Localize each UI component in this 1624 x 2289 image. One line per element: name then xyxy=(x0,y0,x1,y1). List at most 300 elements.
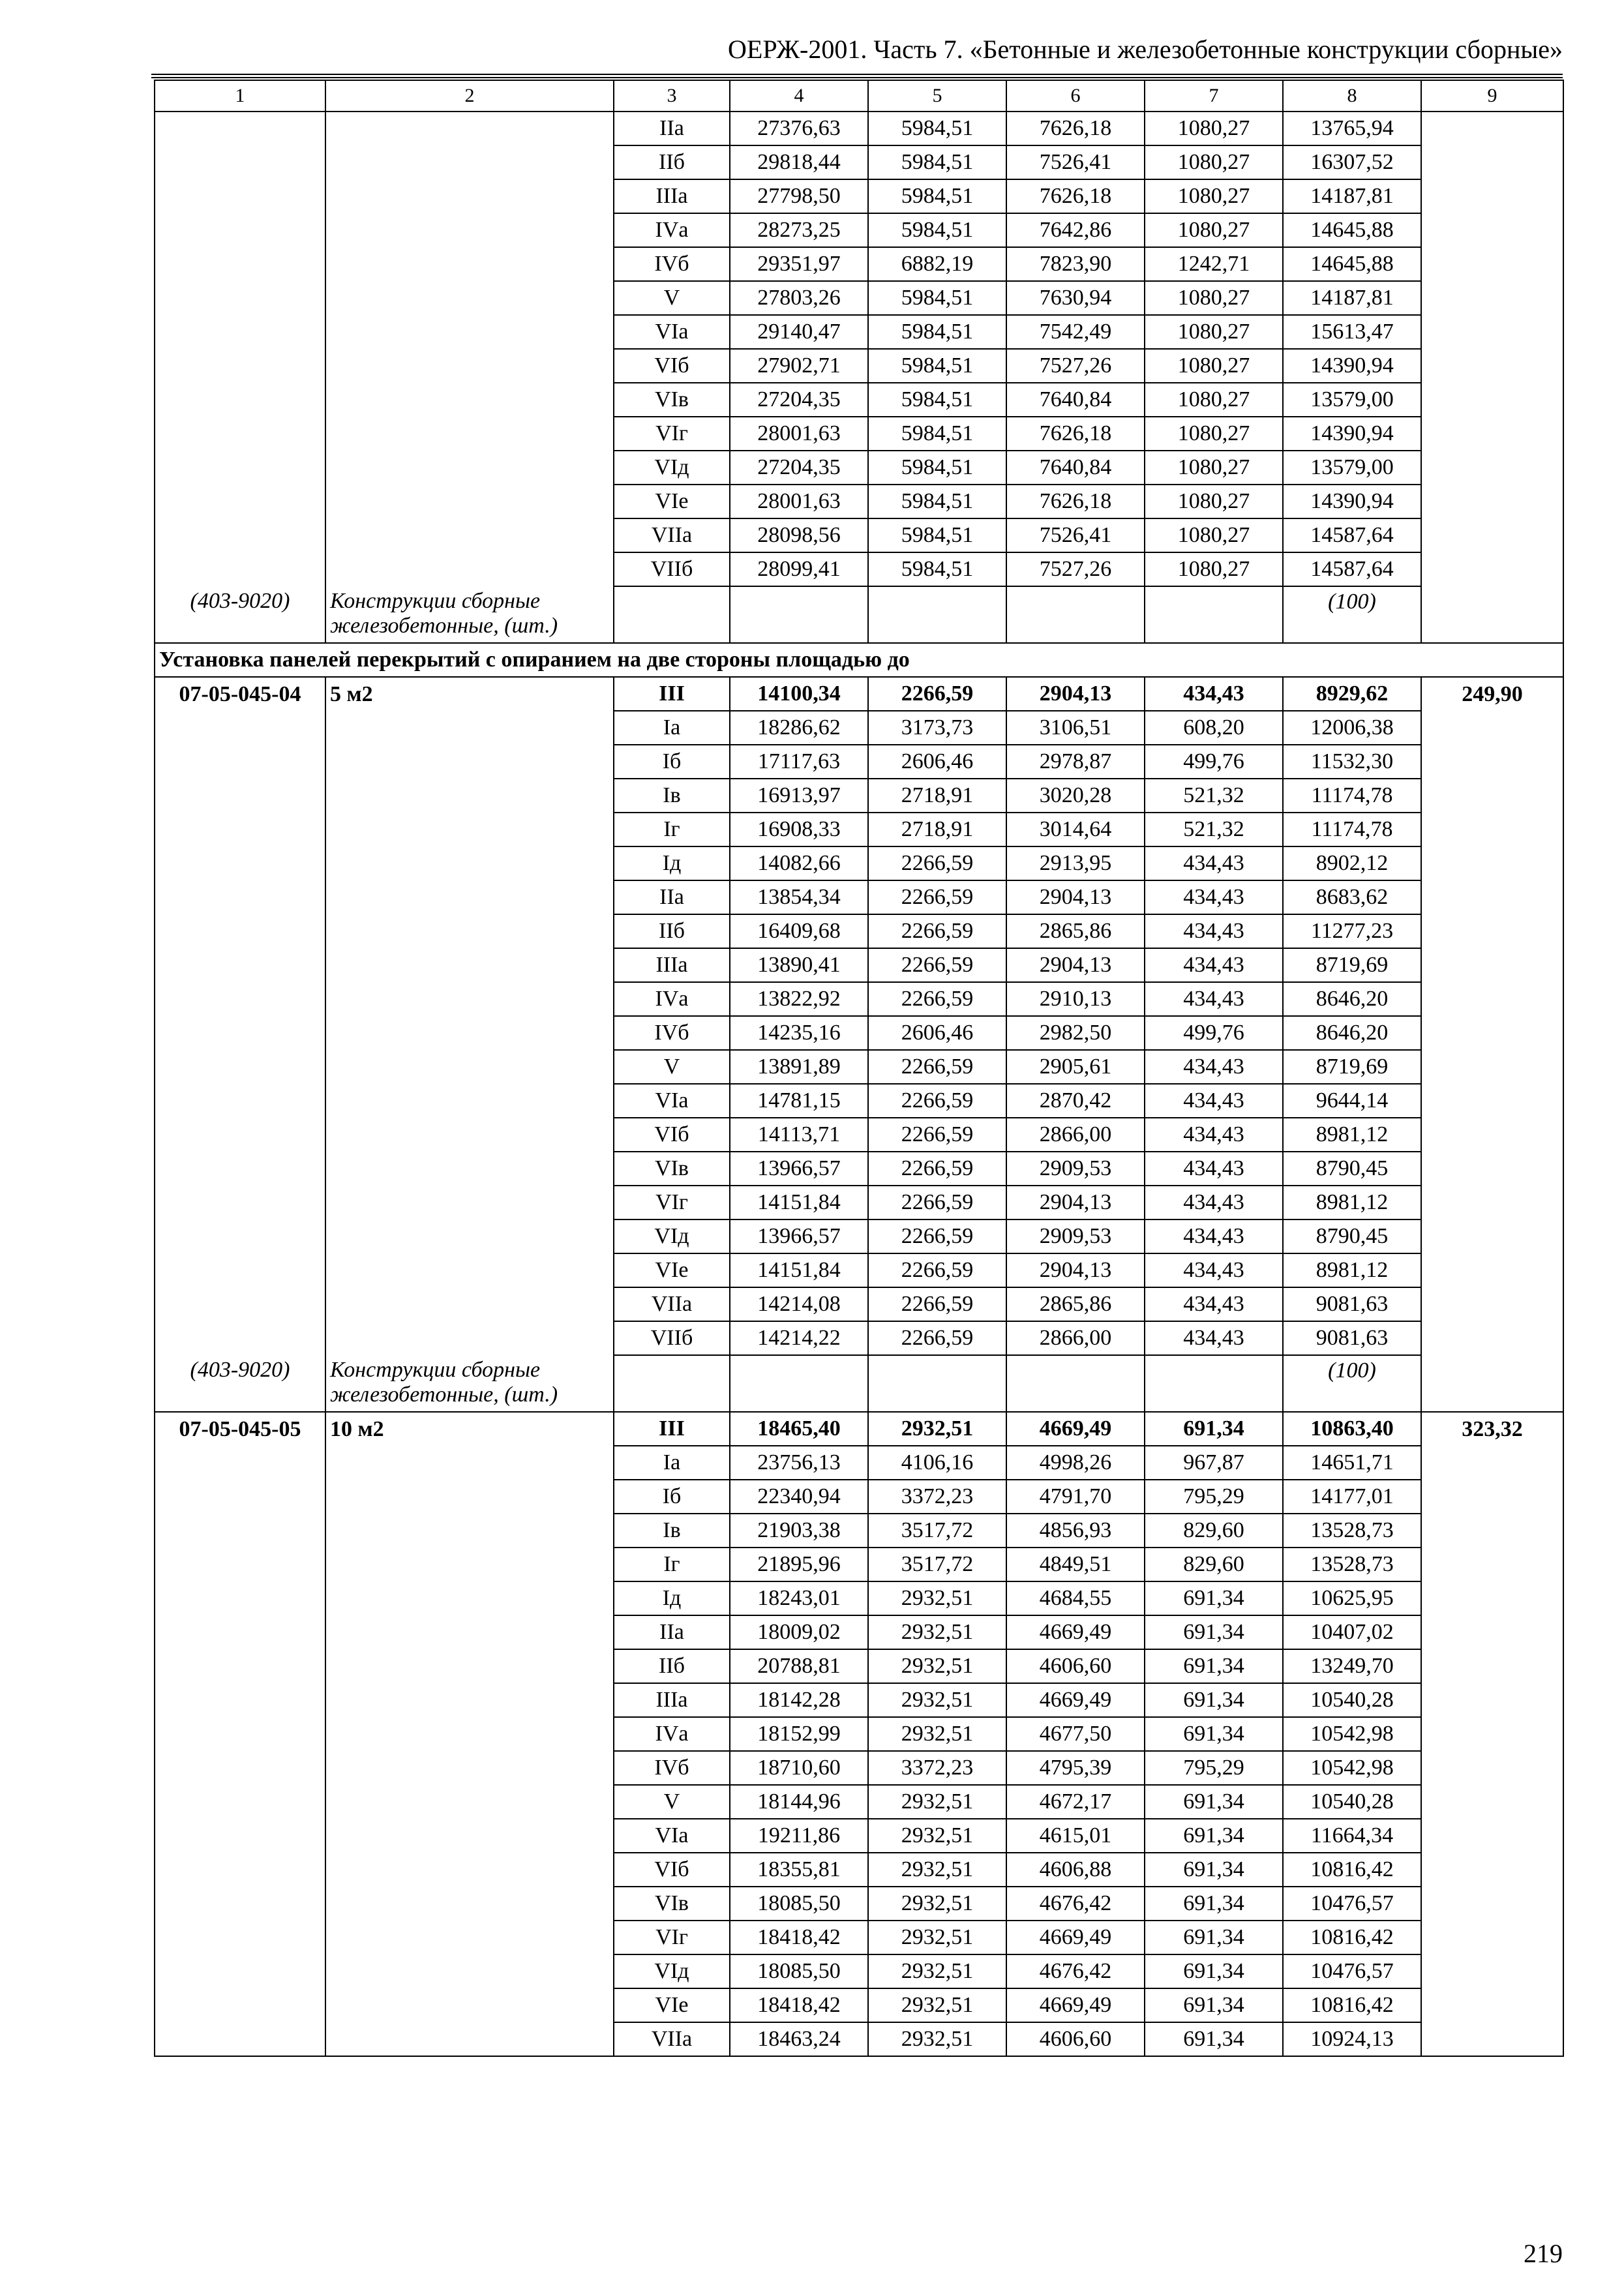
table-cell: 829,60 xyxy=(1145,1514,1283,1548)
measure-unit xyxy=(325,1751,614,1785)
labor-cost xyxy=(1421,213,1563,247)
labor-cost xyxy=(1421,948,1563,982)
table-cell: VIIб xyxy=(614,552,730,586)
table-cell: 29140,47 xyxy=(730,315,868,349)
table-cell: 4106,16 xyxy=(868,1446,1006,1480)
table-row xyxy=(155,779,1563,813)
table-cell: 7823,90 xyxy=(1006,247,1145,281)
table-cell: 4669,49 xyxy=(1006,1412,1145,1446)
table-cell: 7640,84 xyxy=(1006,451,1145,485)
table-cell: 2266,59 xyxy=(868,1287,1006,1321)
table-row xyxy=(155,1050,1563,1084)
table-cell: 14113,71 xyxy=(730,1118,868,1152)
measure-unit xyxy=(325,1683,614,1717)
rate-code xyxy=(155,1016,325,1050)
table-row xyxy=(155,1988,1563,2022)
table-row xyxy=(155,1853,1563,1887)
rate-code xyxy=(155,417,325,451)
table-cell: VIг xyxy=(614,1186,730,1219)
rate-code xyxy=(155,813,325,846)
table-cell: 13822,92 xyxy=(730,982,868,1016)
table-cell: 4684,55 xyxy=(1006,1581,1145,1615)
measure-unit xyxy=(325,948,614,982)
table-cell: 7642,86 xyxy=(1006,213,1145,247)
empty-cell xyxy=(1006,1355,1145,1412)
table-cell: 21903,38 xyxy=(730,1514,868,1548)
measure-unit xyxy=(325,1321,614,1355)
table-cell: 2904,13 xyxy=(1006,1253,1145,1287)
table-cell: 14587,64 xyxy=(1283,518,1421,552)
empty-cell xyxy=(1145,1355,1283,1412)
measure-unit xyxy=(325,1649,614,1683)
table-cell: 18142,28 xyxy=(730,1683,868,1717)
measure-unit xyxy=(325,349,614,383)
table-cell: 10924,13 xyxy=(1283,2022,1421,2056)
table-cell: 2266,59 xyxy=(868,914,1006,948)
table-cell: IVа xyxy=(614,213,730,247)
labor-cost: 323,32 xyxy=(1421,1412,1563,1446)
table-cell: 8790,45 xyxy=(1283,1152,1421,1186)
table-cell: 7626,18 xyxy=(1006,179,1145,213)
material-quantity: (100) xyxy=(1283,1355,1421,1412)
rate-code xyxy=(155,1480,325,1514)
table-cell: 14082,66 xyxy=(730,846,868,880)
table-cell: 28099,41 xyxy=(730,552,868,586)
table-cell: 691,34 xyxy=(1145,1683,1283,1717)
table-cell: 1080,27 xyxy=(1145,417,1283,451)
table-cell: 17117,63 xyxy=(730,745,868,779)
page-number: 219 xyxy=(1524,2239,1563,2268)
measure-unit xyxy=(325,711,614,745)
table-row xyxy=(155,1321,1563,1355)
table-cell: 434,43 xyxy=(1145,1118,1283,1152)
measure-unit xyxy=(325,417,614,451)
table-row xyxy=(155,1717,1563,1751)
table-cell: 499,76 xyxy=(1145,1016,1283,1050)
table-cell: 10542,98 xyxy=(1283,1717,1421,1751)
measure-unit xyxy=(325,1921,614,1954)
table-cell: Iд xyxy=(614,1581,730,1615)
rate-code xyxy=(155,383,325,417)
table-cell: 29818,44 xyxy=(730,145,868,179)
table-cell: 11664,34 xyxy=(1283,1819,1421,1853)
table-cell: IVб xyxy=(614,247,730,281)
labor-cost xyxy=(1421,1253,1563,1287)
table-cell: 691,34 xyxy=(1145,1581,1283,1615)
table-cell: 19211,86 xyxy=(730,1819,868,1853)
table-cell: 14151,84 xyxy=(730,1253,868,1287)
table-cell: 8719,69 xyxy=(1283,948,1421,982)
labor-cost xyxy=(1421,914,1563,948)
table-cell: 10476,57 xyxy=(1283,1887,1421,1921)
empty-cell xyxy=(868,586,1006,643)
table-cell: 2909,53 xyxy=(1006,1219,1145,1253)
table-cell: III xyxy=(614,1412,730,1446)
table-cell: 2932,51 xyxy=(868,1412,1006,1446)
table-cell: 1080,27 xyxy=(1145,349,1283,383)
table-row xyxy=(155,417,1563,451)
labor-cost xyxy=(1421,179,1563,213)
table-cell: 14214,08 xyxy=(730,1287,868,1321)
table-row xyxy=(155,518,1563,552)
labor-cost xyxy=(1421,315,1563,349)
table-cell: 13528,73 xyxy=(1283,1548,1421,1581)
table-cell: 4791,70 xyxy=(1006,1480,1145,1514)
table-cell: 18418,42 xyxy=(730,1921,868,1954)
table-cell: 5984,51 xyxy=(868,417,1006,451)
table-cell: IIIа xyxy=(614,948,730,982)
table-row xyxy=(155,1253,1563,1287)
table-cell: 5984,51 xyxy=(868,213,1006,247)
column-number: 9 xyxy=(1421,80,1563,112)
labor-cost xyxy=(1421,813,1563,846)
table-cell: 2932,51 xyxy=(868,1988,1006,2022)
table-cell: 11174,78 xyxy=(1283,813,1421,846)
table-cell: 18418,42 xyxy=(730,1988,868,2022)
table-row xyxy=(155,112,1563,145)
table-row xyxy=(155,383,1563,417)
rate-code xyxy=(155,213,325,247)
table-cell: VIIа xyxy=(614,518,730,552)
table-cell: 5984,51 xyxy=(868,315,1006,349)
table-cell: 14151,84 xyxy=(730,1186,868,1219)
table-cell: 18152,99 xyxy=(730,1717,868,1751)
table-cell: 13966,57 xyxy=(730,1219,868,1253)
rate-code xyxy=(155,518,325,552)
table-row xyxy=(155,349,1563,383)
table-cell: 2932,51 xyxy=(868,1717,1006,1751)
material-name: Конструкции сборные железобетонные, (шт.) xyxy=(325,1355,614,1412)
rate-code xyxy=(155,1615,325,1649)
table-cell: 16409,68 xyxy=(730,914,868,948)
price-table xyxy=(154,80,1564,2057)
table-cell: 5984,51 xyxy=(868,552,1006,586)
empty-cell xyxy=(868,1355,1006,1412)
table-cell: 8646,20 xyxy=(1283,1016,1421,1050)
table-cell: V xyxy=(614,1785,730,1819)
measure-unit xyxy=(325,1050,614,1084)
rate-code xyxy=(155,745,325,779)
table-cell: 2266,59 xyxy=(868,948,1006,982)
measure-unit xyxy=(325,1514,614,1548)
table-cell: 10816,42 xyxy=(1283,1988,1421,2022)
table-cell: 9081,63 xyxy=(1283,1321,1421,1355)
table-cell: 3517,72 xyxy=(868,1548,1006,1581)
measure-unit xyxy=(325,383,614,417)
table-cell: 8790,45 xyxy=(1283,1219,1421,1253)
labor-cost xyxy=(1421,1581,1563,1615)
table-cell: 5984,51 xyxy=(868,145,1006,179)
labor-cost xyxy=(1421,1683,1563,1717)
table-row xyxy=(155,1954,1563,1988)
table-row xyxy=(155,914,1563,948)
table-row xyxy=(155,2022,1563,2056)
table-cell: 18355,81 xyxy=(730,1853,868,1887)
labor-cost xyxy=(1421,247,1563,281)
table-cell: 608,20 xyxy=(1145,711,1283,745)
measure-unit xyxy=(325,552,614,586)
table-cell: 2932,51 xyxy=(868,1649,1006,1683)
table-cell: V xyxy=(614,281,730,315)
measure-unit xyxy=(325,179,614,213)
table-cell: 14390,94 xyxy=(1283,417,1421,451)
column-number: 3 xyxy=(614,80,730,112)
table-cell: 8981,12 xyxy=(1283,1186,1421,1219)
labor-cost xyxy=(1421,1084,1563,1118)
table-cell: 7526,41 xyxy=(1006,145,1145,179)
table-cell: 829,60 xyxy=(1145,1548,1283,1581)
rate-code xyxy=(155,485,325,518)
table-cell: 28098,56 xyxy=(730,518,868,552)
table-cell: 8981,12 xyxy=(1283,1118,1421,1152)
table-cell: 7626,18 xyxy=(1006,112,1145,145)
table-cell: VIв xyxy=(614,1152,730,1186)
table-cell: 2932,51 xyxy=(868,1785,1006,1819)
table-cell: 5984,51 xyxy=(868,112,1006,145)
table-cell: 434,43 xyxy=(1145,880,1283,914)
table-cell: 2909,53 xyxy=(1006,1152,1145,1186)
table-row xyxy=(155,1287,1563,1321)
empty-cell xyxy=(1145,586,1283,643)
table-cell: 15613,47 xyxy=(1283,315,1421,349)
table-cell: 7640,84 xyxy=(1006,383,1145,417)
measure-unit xyxy=(325,846,614,880)
table-cell: 4669,49 xyxy=(1006,1683,1145,1717)
table-cell: 521,32 xyxy=(1145,779,1283,813)
labor-cost xyxy=(1421,1321,1563,1355)
table-cell: 4998,26 xyxy=(1006,1446,1145,1480)
table-row xyxy=(155,1785,1563,1819)
table-cell: 2932,51 xyxy=(868,1853,1006,1887)
table-cell: 691,34 xyxy=(1145,2022,1283,2056)
table-cell: 3372,23 xyxy=(868,1480,1006,1514)
table-cell: 1080,27 xyxy=(1145,179,1283,213)
measure-unit xyxy=(325,213,614,247)
rate-code xyxy=(155,914,325,948)
table-cell: 2266,59 xyxy=(868,880,1006,914)
measure-unit xyxy=(325,779,614,813)
section-title-row xyxy=(155,643,1563,677)
table-cell: 691,34 xyxy=(1145,1649,1283,1683)
table-cell: VIд xyxy=(614,1954,730,1988)
table-row xyxy=(155,552,1563,586)
rate-code xyxy=(155,846,325,880)
table-cell: 6882,19 xyxy=(868,247,1006,281)
labor-cost xyxy=(1421,1548,1563,1581)
table-cell: 1080,27 xyxy=(1145,281,1283,315)
table-cell: 4676,42 xyxy=(1006,1954,1145,1988)
column-number: 7 xyxy=(1145,80,1283,112)
labor-cost xyxy=(1421,1016,1563,1050)
table-cell: VIб xyxy=(614,1118,730,1152)
measure-unit xyxy=(325,1219,614,1253)
table-row xyxy=(155,745,1563,779)
labor-cost xyxy=(1421,1649,1563,1683)
table-cell: VIд xyxy=(614,451,730,485)
table-cell: Iд xyxy=(614,846,730,880)
table-row xyxy=(155,846,1563,880)
table-cell: 434,43 xyxy=(1145,1152,1283,1186)
table-cell: 13891,89 xyxy=(730,1050,868,1084)
measure-unit xyxy=(325,1480,614,1514)
rate-code xyxy=(155,1785,325,1819)
table-row xyxy=(155,1887,1563,1921)
table-cell: 4606,60 xyxy=(1006,1649,1145,1683)
column-number: 2 xyxy=(325,80,614,112)
labor-cost xyxy=(1421,1446,1563,1480)
table-row xyxy=(155,1819,1563,1853)
table-row xyxy=(155,1514,1563,1548)
column-number: 5 xyxy=(868,80,1006,112)
labor-cost xyxy=(1421,880,1563,914)
table-cell: IIа xyxy=(614,880,730,914)
table-row xyxy=(155,677,1563,711)
measure-unit xyxy=(325,1186,614,1219)
labor-cost xyxy=(1421,1219,1563,1253)
table-row xyxy=(155,1016,1563,1050)
table-cell: 2266,59 xyxy=(868,1219,1006,1253)
rate-code xyxy=(155,1118,325,1152)
table-row xyxy=(155,1649,1563,1683)
column-number: 1 xyxy=(155,80,325,112)
table-row xyxy=(155,1084,1563,1118)
table-cell: 691,34 xyxy=(1145,1853,1283,1887)
column-number: 8 xyxy=(1283,80,1421,112)
table-cell: 13966,57 xyxy=(730,1152,868,1186)
table-cell: 5984,51 xyxy=(868,281,1006,315)
table-cell: 4606,60 xyxy=(1006,2022,1145,2056)
measure-unit xyxy=(325,315,614,349)
rate-code xyxy=(155,1219,325,1253)
table-cell: IVа xyxy=(614,1717,730,1751)
table-row xyxy=(155,1581,1563,1615)
table-cell: 4856,93 xyxy=(1006,1514,1145,1548)
table-row xyxy=(155,813,1563,846)
measure-unit xyxy=(325,1581,614,1615)
table-cell: 14214,22 xyxy=(730,1321,868,1355)
rate-code xyxy=(155,2022,325,2056)
rate-code xyxy=(155,247,325,281)
empty-cell xyxy=(614,1355,730,1412)
table-row xyxy=(155,1186,1563,1219)
measure-unit xyxy=(325,1118,614,1152)
table-cell: VIе xyxy=(614,1253,730,1287)
table-cell: V xyxy=(614,1050,730,1084)
table-cell: 23756,13 xyxy=(730,1446,868,1480)
table-cell: VIе xyxy=(614,1988,730,2022)
table-cell: 2913,95 xyxy=(1006,846,1145,880)
table-cell: 14187,81 xyxy=(1283,281,1421,315)
rate-code xyxy=(155,145,325,179)
table-cell: Iв xyxy=(614,779,730,813)
labor-cost xyxy=(1421,1480,1563,1514)
table-row xyxy=(155,247,1563,281)
rate-code xyxy=(155,179,325,213)
table-cell: 11277,23 xyxy=(1283,914,1421,948)
table-row xyxy=(155,1219,1563,1253)
table-cell: 1080,27 xyxy=(1145,552,1283,586)
table-row xyxy=(155,1412,1563,1446)
rate-code xyxy=(155,1186,325,1219)
table-cell: 3372,23 xyxy=(868,1751,1006,1785)
table-cell: 434,43 xyxy=(1145,1321,1283,1355)
table-cell: VIа xyxy=(614,1819,730,1853)
table-cell: 1080,27 xyxy=(1145,213,1283,247)
measure-unit xyxy=(325,1016,614,1050)
measure-unit xyxy=(325,813,614,846)
rate-code xyxy=(155,281,325,315)
table-cell: 2866,00 xyxy=(1006,1118,1145,1152)
table-cell: 2266,59 xyxy=(868,846,1006,880)
table-cell: 2266,59 xyxy=(868,1050,1006,1084)
table-cell: 2718,91 xyxy=(868,813,1006,846)
table-cell: 8646,20 xyxy=(1283,982,1421,1016)
table-row xyxy=(155,1548,1563,1581)
table-cell: 434,43 xyxy=(1145,677,1283,711)
table-row xyxy=(155,1446,1563,1480)
table-cell: 14645,88 xyxy=(1283,213,1421,247)
table-row xyxy=(155,1921,1563,1954)
table-cell: 2932,51 xyxy=(868,1683,1006,1717)
measure-unit xyxy=(325,1819,614,1853)
table-cell: 967,87 xyxy=(1145,1446,1283,1480)
table-cell: IIIа xyxy=(614,179,730,213)
table-cell: 521,32 xyxy=(1145,813,1283,846)
table-cell: 8683,62 xyxy=(1283,880,1421,914)
table-cell: 691,34 xyxy=(1145,1921,1283,1954)
empty-cell xyxy=(1421,1355,1563,1412)
table-cell: 21895,96 xyxy=(730,1548,868,1581)
table-cell: 18243,01 xyxy=(730,1581,868,1615)
labor-cost xyxy=(1421,846,1563,880)
table-cell: 2870,42 xyxy=(1006,1084,1145,1118)
table-cell: 1080,27 xyxy=(1145,145,1283,179)
table-cell: 10542,98 xyxy=(1283,1751,1421,1785)
table-cell: 8981,12 xyxy=(1283,1253,1421,1287)
table-cell: 18286,62 xyxy=(730,711,868,745)
table-cell: 7527,26 xyxy=(1006,349,1145,383)
table-cell: 4795,39 xyxy=(1006,1751,1145,1785)
labor-cost xyxy=(1421,1050,1563,1084)
table-cell: 14100,34 xyxy=(730,677,868,711)
table-cell: 4849,51 xyxy=(1006,1548,1145,1581)
table-cell: 434,43 xyxy=(1145,948,1283,982)
table-cell: 3173,73 xyxy=(868,711,1006,745)
labor-cost xyxy=(1421,349,1563,383)
labor-cost xyxy=(1421,1514,1563,1548)
measure-unit xyxy=(325,485,614,518)
table-row xyxy=(155,982,1563,1016)
table-cell: 4677,50 xyxy=(1006,1717,1145,1751)
table-cell: 2932,51 xyxy=(868,1887,1006,1921)
table-cell: 10816,42 xyxy=(1283,1853,1421,1887)
labor-cost xyxy=(1421,281,1563,315)
labor-cost xyxy=(1421,1118,1563,1152)
table-row xyxy=(155,1480,1563,1514)
table-cell: 4606,88 xyxy=(1006,1853,1145,1887)
table-cell: 434,43 xyxy=(1145,1287,1283,1321)
table-cell: 2266,59 xyxy=(868,1152,1006,1186)
table-cell: 2932,51 xyxy=(868,1954,1006,1988)
measure-unit xyxy=(325,1548,614,1581)
rate-code xyxy=(155,1514,325,1548)
table-cell: 434,43 xyxy=(1145,1084,1283,1118)
table-cell: 2266,59 xyxy=(868,1253,1006,1287)
section-title: Установка панелей перекрытий с опиранием на две стороны площадью до xyxy=(155,643,1563,677)
table-cell: 18463,24 xyxy=(730,2022,868,2056)
table-cell: 14645,88 xyxy=(1283,247,1421,281)
table-row xyxy=(155,281,1563,315)
